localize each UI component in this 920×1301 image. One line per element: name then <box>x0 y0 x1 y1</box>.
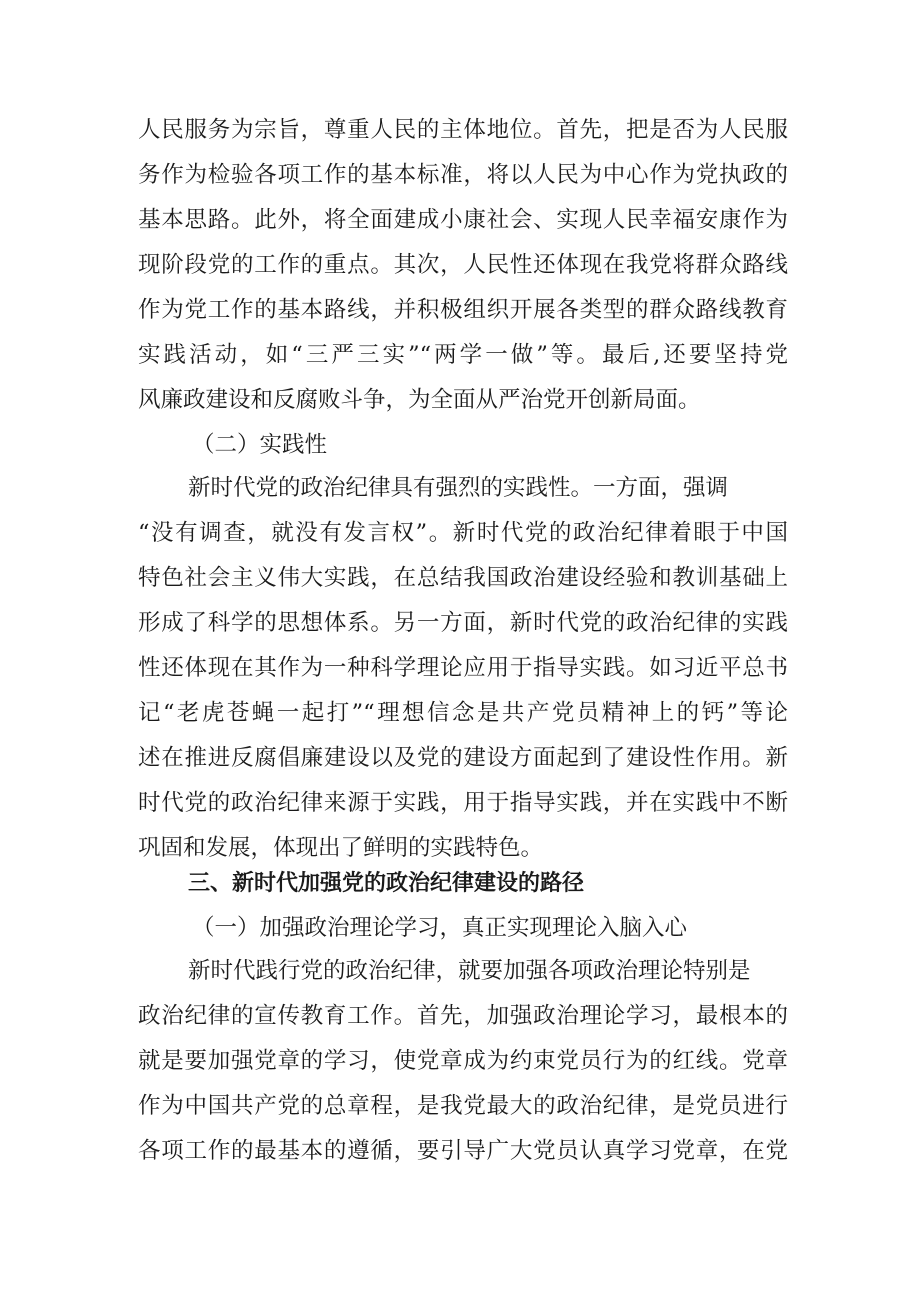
paragraph-line: 作为党工作的基本路线，并积极组织开展各类型的群众路线教育 <box>138 297 788 323</box>
paragraph-line: 就是要加强党章的学习，使党章成为约束党员行为的红线。党章 <box>138 1048 788 1074</box>
paragraph-line: 基本思路。此外，将全面建成小康社会、实现人民幸福安康作为 <box>138 207 788 233</box>
paragraph-line: 巩固和发展，体现出了鲜明的实践特色。 <box>138 835 544 861</box>
paragraph-line: 政治纪律的宣传教育工作。首先，加强政治理论学习，最根本的 <box>138 1003 788 1029</box>
paragraph-line: 实践活动，如“三严三实”“两学一做”等。最后,还要坚持党 <box>138 342 788 368</box>
paragraph-line: 形成了科学的思想体系。另一方面，新时代党的政治纪律的实践 <box>138 610 788 636</box>
paragraph-line: 性还体现在其作为一种科学理论应用于指导实践。如习近平总书 <box>138 655 788 681</box>
paragraph-line: 作为中国共产党的总章程，是我党最大的政治纪律，是党员进行 <box>138 1093 788 1119</box>
subheading-theory-study: （一）加强政治理论学习，真正实现理论入脑入心 <box>192 915 688 941</box>
paragraph-line: 时代党的政治纪律来源于实践，用于指导实践，并在实践中不断 <box>138 790 788 816</box>
paragraph-line: 新时代党的政治纪律具有强烈的实践性。一方面，强调 <box>188 475 729 501</box>
paragraph-line: 风廉政建设和反腐败斗争，为全面从严治党开创新局面。 <box>138 387 701 413</box>
paragraph-line: “没有调查，就没有发言权”。新时代党的政治纪律着眼于中国 <box>138 520 788 546</box>
section-heading: 三、新时代加强党的政治纪律建设的路径 <box>188 871 585 896</box>
paragraph-line: 述在推进反腐倡廉建设以及党的建设方面起到了建设性作用。新 <box>138 745 788 771</box>
paragraph-line: 各项工作的最基本的遵循，要引导广大党员认真学习党章，在党 <box>138 1138 788 1164</box>
subheading-practicality: （二）实践性 <box>192 432 328 458</box>
paragraph-line: 人民服务为宗旨，尊重人民的主体地位。首先，把是否为人民服 <box>138 117 788 143</box>
paragraph-line: 特色社会主义伟大实践，在总结我国政治建设经验和教训基础上 <box>138 565 788 591</box>
paragraph-line: 记“老虎苍蝇一起打”“理想信念是共产党员精神上的钙”等论 <box>138 700 788 726</box>
paragraph-line: 新时代践行党的政治纪律，就要加强各项政治理论特别是 <box>188 958 751 984</box>
paragraph-line: 务作为检验各项工作的基本标准，将以人民为中心作为党执政的 <box>138 162 788 188</box>
paragraph-line: 现阶段党的工作的重点。其次，人民性还体现在我党将群众路线 <box>138 252 788 278</box>
